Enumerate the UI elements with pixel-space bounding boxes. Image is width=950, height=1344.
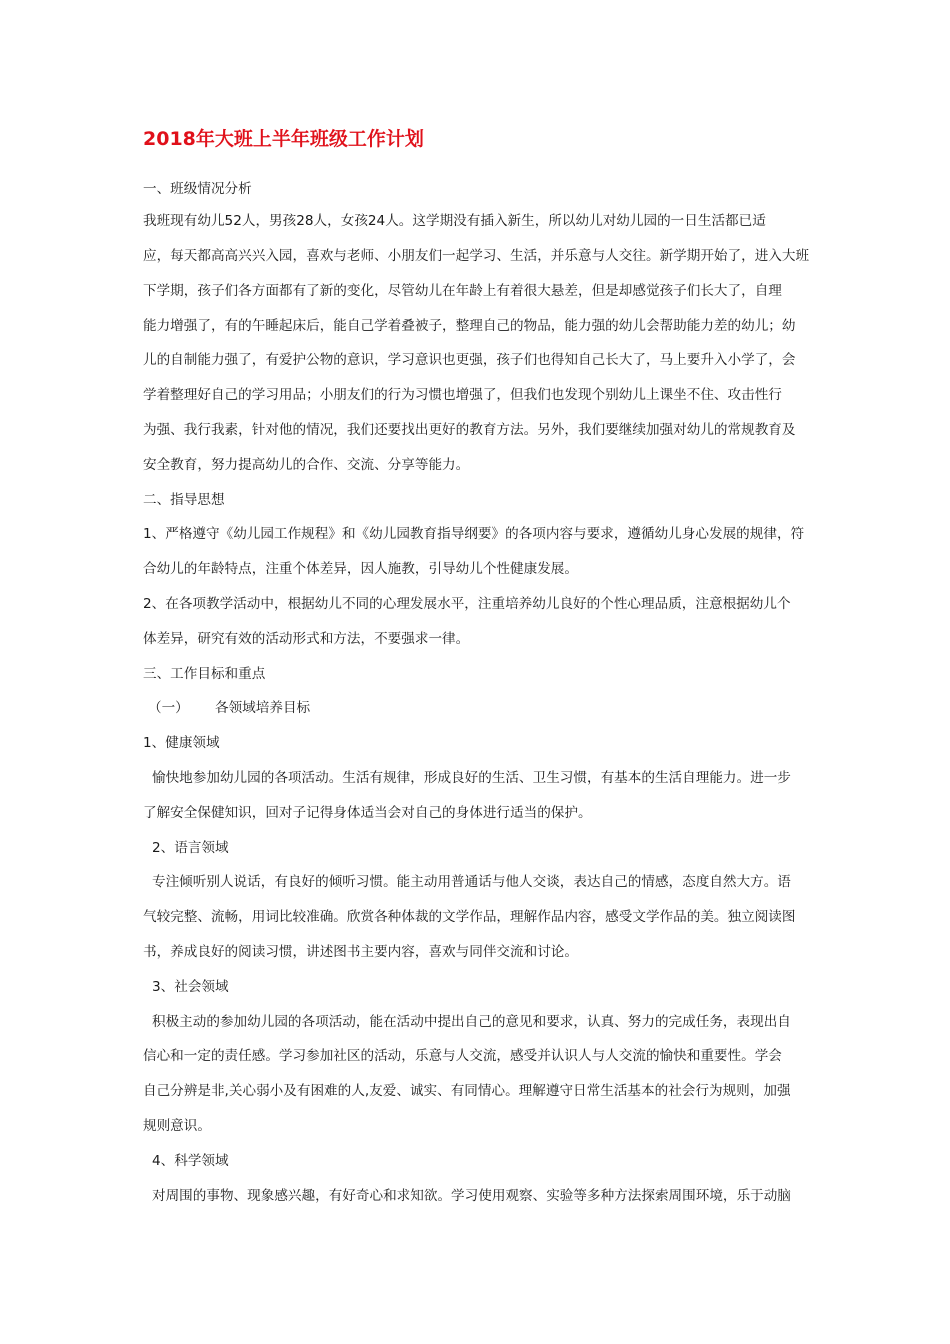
- section-heading-class-analysis: 一、班级情况分析: [143, 181, 252, 197]
- domain-heading-social: 3、社会领域: [152, 979, 229, 995]
- paragraph-line: 我班现有幼儿52人，男孩28人，女孩24人。这学期没有插入新生，所以幼儿对幼儿园的一日生活都已适: [143, 213, 766, 229]
- paragraph-line: 1、严格遵守《幼儿园工作规程》和《幼儿园教育指导纲要》的各项内容与要求，遵循幼儿身心发展的规律，符: [143, 526, 805, 542]
- paragraph-line: 体差异，研究有效的活动形式和方法，不要强求一律。: [143, 631, 470, 647]
- section-heading-goals: 三、工作目标和重点: [143, 666, 266, 682]
- paragraph-line: 对周围的事物、现象感兴趣，有好奇心和求知欲。学习使用观察、实验等多种方法探索周围环境，乐于动脑: [152, 1188, 791, 1204]
- paragraph-line: 了解安全保健知识，回对子记得身体适当会对自己的身体进行适当的保护。: [143, 805, 592, 821]
- paragraph-line: 自己分辨是非,关心弱小及有困难的人,友爱、诚实、有同情心。理解遵守日常生活基本的社会行为规则，加强: [143, 1083, 791, 1099]
- paragraph-line: 书，养成良好的阅读习惯，讲述图书主要内容，喜欢与同伴交流和讨论。: [143, 944, 578, 960]
- domain-heading-health: 1、健康领域: [143, 735, 220, 751]
- paragraph-line: 气较完整、流畅，用词比较准确。欣赏各种体裁的文学作品，理解作品内容，感受文学作品的美。独立阅读图: [143, 909, 796, 925]
- subsection-label: 各领域培养目标: [215, 700, 311, 716]
- subsection-number: （一）: [148, 700, 189, 716]
- paragraph-line: 安全教育，努力提高幼儿的合作、交流、分享等能力。: [143, 457, 470, 473]
- paragraph-line: 合幼儿的年龄特点，注重个体差异，因人施教，引导幼儿个性健康发展。: [143, 561, 578, 577]
- section-heading-guiding-ideas: 二、指导思想: [143, 492, 225, 508]
- domain-heading-science: 4、科学领域: [152, 1153, 229, 1169]
- paragraph-line: 下学期，孩子们各方面都有了新的变化，尽管幼儿在年龄上有着很大悬差，但是却感觉孩子们长大了，自理: [143, 283, 782, 299]
- paragraph-line: 专注倾听别人说话，有良好的倾听习惯。能主动用普通话与他人交谈，表达自己的情感，态度自然大方。语: [152, 874, 791, 890]
- paragraph-line: 应，每天都高高兴兴入园，喜欢与老师、小朋友们一起学习、生活，并乐意与人交往。新学期开始了，进入大班: [143, 248, 810, 264]
- paragraph-line: 能力增强了，有的午睡起床后，能自己学着叠被子，整理自己的物品，能力强的幼儿会帮助能力差的幼儿；幼: [143, 318, 796, 334]
- paragraph-line: 为强、我行我素，针对他的情况，我们还要找出更好的教育方法。另外，我们要继续加强对幼儿的常规教育及: [143, 422, 796, 438]
- paragraph-line: 规则意识。: [143, 1118, 211, 1134]
- domain-heading-language: 2、语言领域: [152, 840, 229, 856]
- document-title: 2018年大班上半年班级工作计划: [143, 128, 424, 150]
- paragraph-line: 儿的自制能力强了，有爱护公物的意识，学习意识也更强，孩子们也得知自己长大了，马上要升入小学了，会: [143, 352, 796, 368]
- paragraph-line: 学着整理好自己的学习用品；小朋友们的行为习惯也增强了，但我们也发现个别幼儿上课坐不住、攻击性行: [143, 387, 782, 403]
- paragraph-line: 积极主动的参加幼儿园的各项活动，能在活动中提出自己的意见和要求，认真、努力的完成任务，表现出自: [152, 1014, 791, 1030]
- paragraph-line: 2、在各项教学活动中，根据幼儿不同的心理发展水平，注重培养幼儿良好的个性心理品质，注意根据幼儿个: [143, 596, 791, 612]
- paragraph-line: 信心和一定的责任感。学习参加社区的活动，乐意与人交流，感受并认识人与人交流的愉快和重要性。学会: [143, 1048, 782, 1064]
- paragraph-line: 愉快地参加幼儿园的各项活动。生活有规律，形成良好的生活、卫生习惯，有基本的生活自理能力。进一步: [152, 770, 791, 786]
